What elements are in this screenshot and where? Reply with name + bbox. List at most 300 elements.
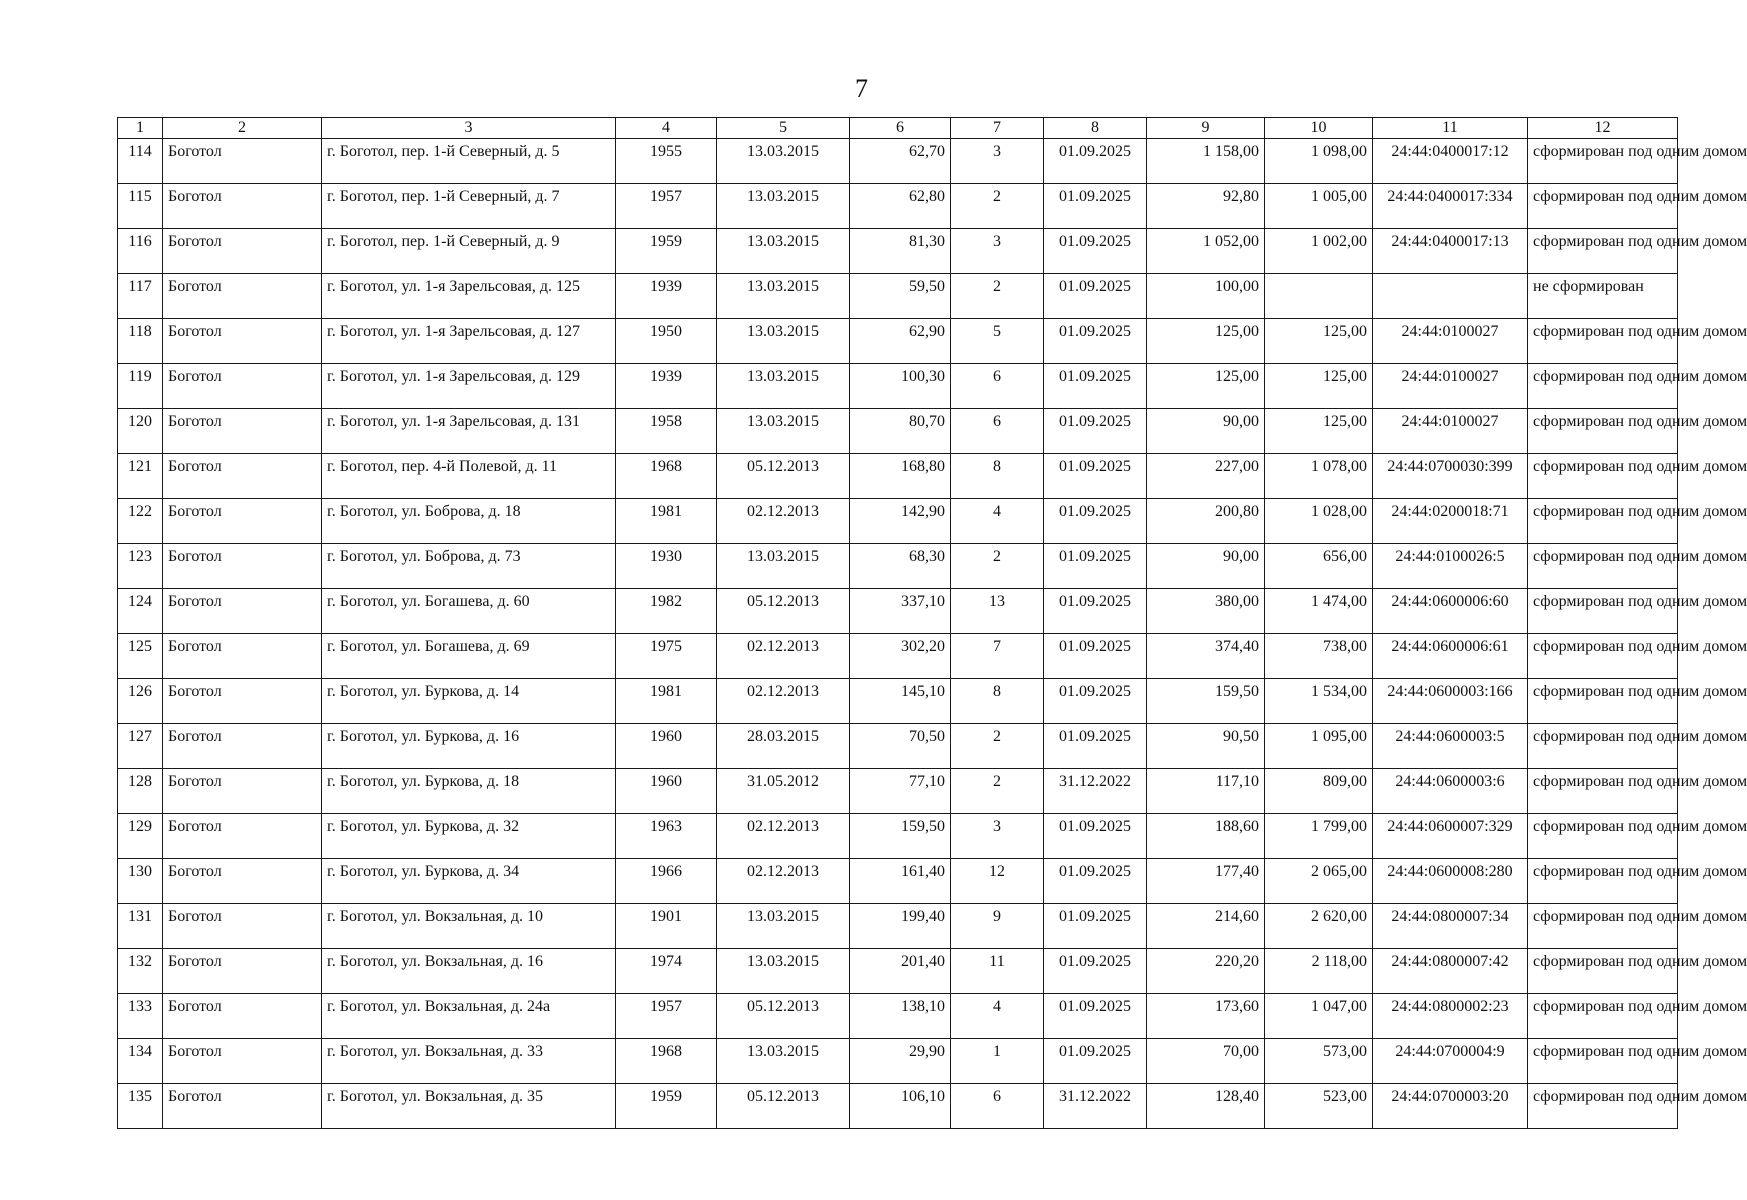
area-cell: 168,80 <box>850 454 951 499</box>
planned-date-cell: 01.09.2025 <box>1044 904 1147 949</box>
cadastral-number-cell: 24:44:0700030:399 <box>1373 454 1528 499</box>
settlement-cell: Боготол <box>163 364 322 409</box>
land-status-cell: сформирован под одним домом <box>1528 544 1678 589</box>
settlement-cell: Боготол <box>163 229 322 274</box>
area-cell: 145,10 <box>850 679 951 724</box>
year-cell: 1960 <box>616 724 717 769</box>
date-cell: 13.03.2015 <box>717 139 850 184</box>
land-status-cell: сформирован под одним домом <box>1528 904 1678 949</box>
row-number-cell: 123 <box>118 544 163 589</box>
column-header: 10 <box>1265 118 1373 139</box>
area-cell: 199,40 <box>850 904 951 949</box>
value-10-cell: 2 118,00 <box>1265 949 1373 994</box>
residents-cell: 2 <box>951 184 1044 229</box>
value-9-cell: 92,80 <box>1147 184 1265 229</box>
cadastral-number-cell: 24:44:0800007:34 <box>1373 904 1528 949</box>
residents-cell: 2 <box>951 724 1044 769</box>
land-status-cell: сформирован под одним домом <box>1528 319 1678 364</box>
row-number-cell: 125 <box>118 634 163 679</box>
address-cell: г. Боготол, ул. Вокзальная, д. 10 <box>322 904 616 949</box>
housing-registry-table <box>117 117 1747 1129</box>
planned-date-cell: 01.09.2025 <box>1044 634 1147 679</box>
area-cell: 337,10 <box>850 589 951 634</box>
value-10-cell: 2 065,00 <box>1265 859 1373 904</box>
area-cell: 81,30 <box>850 229 951 274</box>
cadastral-number-cell: 24:44:0800002:23 <box>1373 994 1528 1039</box>
area-cell: 159,50 <box>850 814 951 859</box>
value-10-cell: 125,00 <box>1265 409 1373 454</box>
value-10-cell: 125,00 <box>1265 364 1373 409</box>
residents-cell: 6 <box>951 409 1044 454</box>
land-status-cell: не сформирован <box>1528 274 1678 319</box>
year-cell: 1950 <box>616 319 717 364</box>
value-9-cell: 227,00 <box>1147 454 1265 499</box>
address-cell: г. Боготол, ул. Вокзальная, д. 16 <box>322 949 616 994</box>
date-cell: 13.03.2015 <box>717 1039 850 1084</box>
table-row <box>118 229 1678 274</box>
value-10-cell: 1 098,00 <box>1265 139 1373 184</box>
settlement-cell: Боготол <box>163 499 322 544</box>
residents-cell: 13 <box>951 589 1044 634</box>
row-number-cell: 128 <box>118 769 163 814</box>
table-row <box>118 499 1678 544</box>
settlement-cell: Боготол <box>163 949 322 994</box>
value-10-cell: 1 047,00 <box>1265 994 1373 1039</box>
year-cell: 1975 <box>616 634 717 679</box>
planned-date-cell: 01.09.2025 <box>1044 949 1147 994</box>
year-cell: 1930 <box>616 544 717 589</box>
address-cell: г. Боготол, ул. 1-я Зарельсовая, д. 129 <box>322 364 616 409</box>
row-number-cell: 132 <box>118 949 163 994</box>
value-9-cell: 100,00 <box>1147 274 1265 319</box>
date-cell: 13.03.2015 <box>717 544 850 589</box>
residents-cell: 6 <box>951 1084 1044 1129</box>
row-number-cell: 130 <box>118 859 163 904</box>
value-9-cell: 220,20 <box>1147 949 1265 994</box>
value-9-cell: 188,60 <box>1147 814 1265 859</box>
address-cell: г. Боготол, ул. Боброва, д. 73 <box>322 544 616 589</box>
address-cell: г. Боготол, ул. Богашева, д. 69 <box>322 634 616 679</box>
address-cell: г. Боготол, ул. Вокзальная, д. 35 <box>322 1084 616 1129</box>
year-cell: 1955 <box>616 139 717 184</box>
residents-cell: 2 <box>951 769 1044 814</box>
date-cell: 02.12.2013 <box>717 679 850 724</box>
date-cell: 05.12.2013 <box>717 1084 850 1129</box>
address-cell: г. Боготол, ул. 1-я Зарельсовая, д. 131 <box>322 409 616 454</box>
cadastral-number-cell: 24:44:0800007:42 <box>1373 949 1528 994</box>
settlement-cell: Боготол <box>163 139 322 184</box>
page-number: 7 <box>855 74 868 103</box>
area-cell: 68,30 <box>850 544 951 589</box>
table-row <box>118 1084 1678 1129</box>
land-status-cell: сформирован под одним домом <box>1528 724 1678 769</box>
year-cell: 1959 <box>616 1084 717 1129</box>
planned-date-cell: 01.09.2025 <box>1044 544 1147 589</box>
table-row <box>118 184 1678 229</box>
settlement-cell: Боготол <box>163 859 322 904</box>
value-9-cell: 90,50 <box>1147 724 1265 769</box>
area-cell: 201,40 <box>850 949 951 994</box>
date-cell: 02.12.2013 <box>717 499 850 544</box>
area-cell: 29,90 <box>850 1039 951 1084</box>
settlement-cell: Боготол <box>163 994 322 1039</box>
value-9-cell: 177,40 <box>1147 859 1265 904</box>
year-cell: 1981 <box>616 499 717 544</box>
settlement-cell: Боготол <box>163 814 322 859</box>
planned-date-cell: 01.09.2025 <box>1044 589 1147 634</box>
value-9-cell: 159,50 <box>1147 679 1265 724</box>
land-status-cell: сформирован под одним домом <box>1528 139 1678 184</box>
year-cell: 1966 <box>616 859 717 904</box>
residents-cell: 8 <box>951 454 1044 499</box>
value-9-cell: 125,00 <box>1147 364 1265 409</box>
year-cell: 1939 <box>616 364 717 409</box>
cadastral-number-cell: 24:44:0400017:12 <box>1373 139 1528 184</box>
area-cell: 106,10 <box>850 1084 951 1129</box>
year-cell: 1968 <box>616 1039 717 1084</box>
row-number-cell: 122 <box>118 499 163 544</box>
cadastral-number-cell: 24:44:0200018:71 <box>1373 499 1528 544</box>
residents-cell: 8 <box>951 679 1044 724</box>
land-status-cell: сформирован под одним домом <box>1528 229 1678 274</box>
row-number-cell: 126 <box>118 679 163 724</box>
address-cell: г. Боготол, пер. 1-й Северный, д. 9 <box>322 229 616 274</box>
table-row <box>118 634 1678 679</box>
cadastral-number-cell: 24:44:0600006:61 <box>1373 634 1528 679</box>
date-cell: 13.03.2015 <box>717 949 850 994</box>
cadastral-number-cell: 24:44:0600008:280 <box>1373 859 1528 904</box>
area-cell: 62,90 <box>850 319 951 364</box>
land-status-cell: сформирован под одним домом <box>1528 859 1678 904</box>
row-number-cell: 114 <box>118 139 163 184</box>
value-9-cell: 117,10 <box>1147 769 1265 814</box>
date-cell: 13.03.2015 <box>717 409 850 454</box>
date-cell: 13.03.2015 <box>717 319 850 364</box>
settlement-cell: Боготол <box>163 454 322 499</box>
settlement-cell: Боготол <box>163 589 322 634</box>
value-10-cell: 1 799,00 <box>1265 814 1373 859</box>
value-10-cell: 125,00 <box>1265 319 1373 364</box>
date-cell: 13.03.2015 <box>717 364 850 409</box>
settlement-cell: Боготол <box>163 544 322 589</box>
value-10-cell: 1 005,00 <box>1265 184 1373 229</box>
address-cell: г. Боготол, ул. Боброва, д. 18 <box>322 499 616 544</box>
address-cell: г. Боготол, ул. 1-я Зарельсовая, д. 125 <box>322 274 616 319</box>
value-10-cell: 1 534,00 <box>1265 679 1373 724</box>
date-cell: 13.03.2015 <box>717 904 850 949</box>
planned-date-cell: 01.09.2025 <box>1044 859 1147 904</box>
address-cell: г. Боготол, пер. 1-й Северный, д. 7 <box>322 184 616 229</box>
value-9-cell: 380,00 <box>1147 589 1265 634</box>
address-cell: г. Боготол, ул. 1-я Зарельсовая, д. 127 <box>322 319 616 364</box>
residents-cell: 9 <box>951 904 1044 949</box>
cadastral-number-cell: 24:44:0600006:60 <box>1373 589 1528 634</box>
value-10-cell <box>1265 274 1373 319</box>
column-number-header-row <box>118 118 1678 139</box>
value-10-cell: 656,00 <box>1265 544 1373 589</box>
date-cell: 05.12.2013 <box>717 994 850 1039</box>
area-cell: 302,20 <box>850 634 951 679</box>
column-header: 6 <box>850 118 951 139</box>
table-row <box>118 949 1678 994</box>
settlement-cell: Боготол <box>163 1039 322 1084</box>
settlement-cell: Боготол <box>163 679 322 724</box>
row-number-cell: 117 <box>118 274 163 319</box>
year-cell: 1957 <box>616 994 717 1039</box>
value-9-cell: 200,80 <box>1147 499 1265 544</box>
land-status-cell: сформирован под одним домом <box>1528 1039 1678 1084</box>
residents-cell: 7 <box>951 634 1044 679</box>
cadastral-number-cell: 24:44:0100027 <box>1373 364 1528 409</box>
cadastral-number-cell: 24:44:0400017:13 <box>1373 229 1528 274</box>
year-cell: 1963 <box>616 814 717 859</box>
cadastral-number-cell: 24:44:0100026:5 <box>1373 544 1528 589</box>
value-9-cell: 90,00 <box>1147 409 1265 454</box>
planned-date-cell: 31.12.2022 <box>1044 1084 1147 1129</box>
value-10-cell: 1 474,00 <box>1265 589 1373 634</box>
planned-date-cell: 01.09.2025 <box>1044 994 1147 1039</box>
table-body <box>118 139 1747 1129</box>
planned-date-cell: 01.09.2025 <box>1044 184 1147 229</box>
table-row <box>118 904 1678 949</box>
row-number-cell: 121 <box>118 454 163 499</box>
residents-cell: 3 <box>951 139 1044 184</box>
cadastral-number-cell: 24:44:0600007:329 <box>1373 814 1528 859</box>
residents-cell: 5 <box>951 319 1044 364</box>
column-header: 11 <box>1373 118 1528 139</box>
value-9-cell: 173,60 <box>1147 994 1265 1039</box>
table-row <box>118 589 1678 634</box>
residents-cell: 4 <box>951 499 1044 544</box>
date-cell: 13.03.2015 <box>717 229 850 274</box>
cadastral-number-cell: 24:44:0700003:20 <box>1373 1084 1528 1129</box>
value-10-cell: 2 620,00 <box>1265 904 1373 949</box>
row-number-cell: 133 <box>118 994 163 1039</box>
settlement-cell: Боготол <box>163 409 322 454</box>
value-9-cell: 125,00 <box>1147 319 1265 364</box>
address-cell: г. Боготол, ул. Буркова, д. 18 <box>322 769 616 814</box>
residents-cell: 4 <box>951 994 1044 1039</box>
residents-cell: 3 <box>951 229 1044 274</box>
column-header: 7 <box>951 118 1044 139</box>
year-cell: 1960 <box>616 769 717 814</box>
value-10-cell: 1 028,00 <box>1265 499 1373 544</box>
land-status-cell: сформирован под одним домом <box>1528 814 1678 859</box>
table-row <box>118 859 1678 904</box>
planned-date-cell: 01.09.2025 <box>1044 319 1147 364</box>
row-number-cell: 129 <box>118 814 163 859</box>
planned-date-cell: 01.09.2025 <box>1044 409 1147 454</box>
address-cell: г. Боготол, пер. 4-й Полевой, д. 11 <box>322 454 616 499</box>
column-header: 2 <box>163 118 322 139</box>
row-number-cell: 116 <box>118 229 163 274</box>
residents-cell: 6 <box>951 364 1044 409</box>
area-cell: 100,30 <box>850 364 951 409</box>
cadastral-number-cell: 24:44:0100027 <box>1373 319 1528 364</box>
value-9-cell: 1 158,00 <box>1147 139 1265 184</box>
date-cell: 31.05.2012 <box>717 769 850 814</box>
table-row <box>118 544 1678 589</box>
row-number-cell: 135 <box>118 1084 163 1129</box>
planned-date-cell: 01.09.2025 <box>1044 814 1147 859</box>
year-cell: 1957 <box>616 184 717 229</box>
cadastral-number-cell: 24:44:0700004:9 <box>1373 1039 1528 1084</box>
land-status-cell: сформирован под одним домом <box>1528 634 1678 679</box>
row-number-cell: 134 <box>118 1039 163 1084</box>
value-9-cell: 214,60 <box>1147 904 1265 949</box>
area-cell: 62,80 <box>850 184 951 229</box>
settlement-cell: Боготол <box>163 724 322 769</box>
row-number-cell: 124 <box>118 589 163 634</box>
table-row <box>118 679 1678 724</box>
settlement-cell: Боготол <box>163 1084 322 1129</box>
planned-date-cell: 01.09.2025 <box>1044 274 1147 319</box>
area-cell: 161,40 <box>850 859 951 904</box>
address-cell: г. Боготол, ул. Буркова, д. 14 <box>322 679 616 724</box>
value-10-cell: 1 095,00 <box>1265 724 1373 769</box>
settlement-cell: Боготол <box>163 634 322 679</box>
year-cell: 1959 <box>616 229 717 274</box>
table-row <box>118 319 1678 364</box>
column-header: 9 <box>1147 118 1265 139</box>
land-status-cell: сформирован под одним домом <box>1528 364 1678 409</box>
value-9-cell: 128,40 <box>1147 1084 1265 1129</box>
row-number-cell: 131 <box>118 904 163 949</box>
residents-cell: 1 <box>951 1039 1044 1084</box>
land-status-cell: сформирован под одним домом <box>1528 409 1678 454</box>
date-cell: 13.03.2015 <box>717 184 850 229</box>
table-row <box>118 454 1678 499</box>
row-number-cell: 127 <box>118 724 163 769</box>
address-cell: г. Боготол, ул. Вокзальная, д. 33 <box>322 1039 616 1084</box>
area-cell: 70,50 <box>850 724 951 769</box>
column-header: 12 <box>1528 118 1678 139</box>
date-cell: 28.03.2015 <box>717 724 850 769</box>
settlement-cell: Боготол <box>163 769 322 814</box>
settlement-cell: Боготол <box>163 319 322 364</box>
planned-date-cell: 01.09.2025 <box>1044 364 1147 409</box>
residents-cell: 2 <box>951 274 1044 319</box>
value-10-cell: 1 078,00 <box>1265 454 1373 499</box>
address-cell: г. Боготол, ул. Буркова, д. 16 <box>322 724 616 769</box>
value-10-cell: 573,00 <box>1265 1039 1373 1084</box>
residents-cell: 3 <box>951 814 1044 859</box>
address-cell: г. Боготол, ул. Буркова, д. 34 <box>322 859 616 904</box>
table-row <box>118 274 1678 319</box>
address-cell: г. Боготол, пер. 1-й Северный, д. 5 <box>322 139 616 184</box>
planned-date-cell: 01.09.2025 <box>1044 679 1147 724</box>
value-9-cell: 90,00 <box>1147 544 1265 589</box>
cadastral-number-cell: 24:44:0600003:6 <box>1373 769 1528 814</box>
land-status-cell: сформирован под одним домом <box>1528 184 1678 229</box>
table-row <box>118 994 1678 1039</box>
table-row <box>118 1039 1678 1084</box>
area-cell: 138,10 <box>850 994 951 1039</box>
settlement-cell: Боготол <box>163 184 322 229</box>
date-cell: 05.12.2013 <box>717 589 850 634</box>
value-10-cell: 809,00 <box>1265 769 1373 814</box>
table-row <box>118 139 1678 184</box>
year-cell: 1958 <box>616 409 717 454</box>
cadastral-number-cell: 24:44:0600003:166 <box>1373 679 1528 724</box>
column-header: 5 <box>717 118 850 139</box>
settlement-cell: Боготол <box>163 274 322 319</box>
table-row <box>118 814 1678 859</box>
area-cell: 62,70 <box>850 139 951 184</box>
date-cell: 13.03.2015 <box>717 274 850 319</box>
year-cell: 1968 <box>616 454 717 499</box>
address-cell: г. Боготол, ул. Вокзальная, д. 24а <box>322 994 616 1039</box>
year-cell: 1982 <box>616 589 717 634</box>
residents-cell: 11 <box>951 949 1044 994</box>
address-cell: г. Боготол, ул. Богашева, д. 60 <box>322 589 616 634</box>
row-number-cell: 120 <box>118 409 163 454</box>
area-cell: 77,10 <box>850 769 951 814</box>
land-status-cell: сформирован под одним домом <box>1528 499 1678 544</box>
date-cell: 02.12.2013 <box>717 634 850 679</box>
value-9-cell: 1 052,00 <box>1147 229 1265 274</box>
land-status-cell: сформирован под одним домом <box>1528 949 1678 994</box>
year-cell: 1981 <box>616 679 717 724</box>
planned-date-cell: 01.09.2025 <box>1044 454 1147 499</box>
value-9-cell: 374,40 <box>1147 634 1265 679</box>
date-cell: 02.12.2013 <box>717 859 850 904</box>
land-status-cell: сформирован под одним домом <box>1528 454 1678 499</box>
column-header: 8 <box>1044 118 1147 139</box>
column-header: 1 <box>118 118 163 139</box>
year-cell: 1939 <box>616 274 717 319</box>
table-row <box>118 769 1678 814</box>
area-cell: 80,70 <box>850 409 951 454</box>
row-number-cell: 119 <box>118 364 163 409</box>
column-header: 3 <box>322 118 616 139</box>
land-status-cell: сформирован под одним домом <box>1528 769 1678 814</box>
year-cell: 1974 <box>616 949 717 994</box>
value-9-cell: 70,00 <box>1147 1039 1265 1084</box>
planned-date-cell: 01.09.2025 <box>1044 724 1147 769</box>
row-number-cell: 118 <box>118 319 163 364</box>
residents-cell: 2 <box>951 544 1044 589</box>
cadastral-number-cell: 24:44:0600003:5 <box>1373 724 1528 769</box>
value-10-cell: 1 002,00 <box>1265 229 1373 274</box>
table-row <box>118 724 1678 769</box>
year-cell: 1901 <box>616 904 717 949</box>
planned-date-cell: 01.09.2025 <box>1044 499 1147 544</box>
planned-date-cell: 01.09.2025 <box>1044 139 1147 184</box>
value-10-cell: 523,00 <box>1265 1084 1373 1129</box>
address-cell: г. Боготол, ул. Буркова, д. 32 <box>322 814 616 859</box>
land-status-cell: сформирован под одним домом <box>1528 589 1678 634</box>
value-10-cell: 738,00 <box>1265 634 1373 679</box>
table-row <box>118 364 1678 409</box>
cadastral-number-cell <box>1373 274 1528 319</box>
planned-date-cell: 01.09.2025 <box>1044 1039 1147 1084</box>
table-row <box>118 409 1678 454</box>
area-cell: 142,90 <box>850 499 951 544</box>
area-cell: 59,50 <box>850 274 951 319</box>
land-status-cell: сформирован под одним домом <box>1528 994 1678 1039</box>
planned-date-cell: 01.09.2025 <box>1044 229 1147 274</box>
cadastral-number-cell: 24:44:0100027 <box>1373 409 1528 454</box>
land-status-cell: сформирован под одним домом <box>1528 1084 1678 1129</box>
residents-cell: 12 <box>951 859 1044 904</box>
row-number-cell: 115 <box>118 184 163 229</box>
settlement-cell: Боготол <box>163 904 322 949</box>
date-cell: 02.12.2013 <box>717 814 850 859</box>
land-status-cell: сформирован под одним домом <box>1528 679 1678 724</box>
date-cell: 05.12.2013 <box>717 454 850 499</box>
column-header: 4 <box>616 118 717 139</box>
